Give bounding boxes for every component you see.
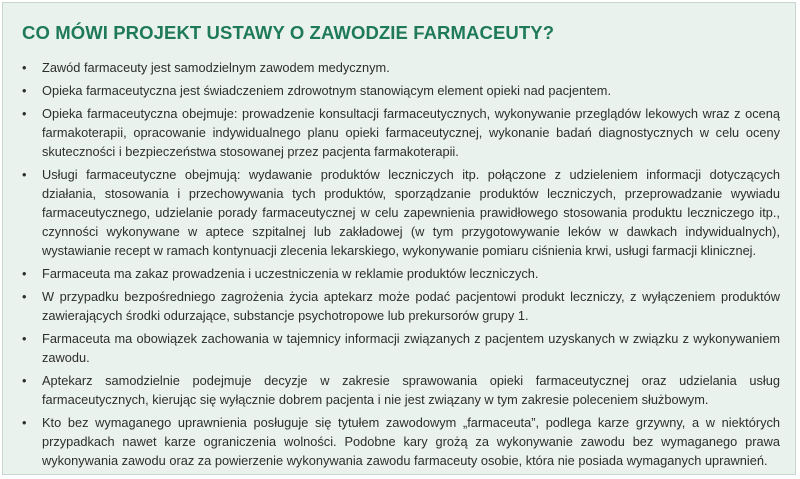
bullet-list	[22, 58, 780, 474]
list-item-text: Opieka farmaceutyczna jest świadczeniem zdrowotnym stanowiącym element opieki nad pacjentem.	[42, 83, 612, 98]
list-item-text: Opieka farmaceutyczna obejmuje: prowadzenie konsultacji farmaceutycznych, wykonywanie przeglądów lekowych wraz z oceną farmakoterapii, opracowanie indywidualnego planu opieki farmaceutycznej, wykonanie badań diagnostycznych w celu oceny skuteczności i bezpieczeństwa stosowanej przez pacjenta farmakoterapii.	[42, 106, 780, 159]
list-item	[22, 165, 780, 260]
info-panel	[2, 2, 796, 475]
list-item	[22, 264, 780, 283]
list-item-text: W przypadku bezpośredniego zagrożenia życia aptekarz może podać pacjentowi produkt leczniczy, z wyłączeniem produktów zawierających środki odurzające, substancje psychotropowe lub prekursorów grupy 1.	[42, 289, 780, 323]
list-item	[22, 81, 780, 100]
list-item	[22, 58, 780, 77]
panel-title: CO MÓWI PROJEKT USTAWY O ZAWODZIE FARMACEUTY?	[22, 22, 555, 43]
list-item	[22, 371, 780, 409]
list-item-text: Farmaceuta ma zakaz prowadzenia i uczestniczenia w reklamie produktów leczniczych.	[42, 266, 539, 281]
list-item-text: Aptekarz samodzielnie podejmuje decyzje w zakresie sprawowania opieki farmaceutycznej oraz udzielania usług farmaceutycznych, kierując się wyłącznie dobrem pacjenta i nie jest związany w tym zakresie poleceniem służbowym.	[42, 373, 780, 407]
list-item-text: Kto bez wymaganego uprawnienia posługuje się tytułem zawodowym „farmaceuta”, podlega karze grzywny, a w niektórych przypadkach nawet karze ograniczenia wolności. Podobne kary grożą za wykonywanie zawodu bez wymaganego prawa wykonywania zawodu oraz za powierzenie wykonywania zawodu farmaceuty osobie, która nie posiada wymaganych uprawnień.	[42, 415, 780, 468]
list-item	[22, 329, 780, 367]
list-item	[22, 413, 780, 470]
list-item-text: Zawód farmaceuty jest samodzielnym zawodem medycznym.	[42, 60, 390, 75]
list-item	[22, 104, 780, 161]
list-item	[22, 287, 780, 325]
list-item-text: Usługi farmaceutyczne obejmują: wydawanie produktów leczniczych itp. połączone z udzieleniem informacji dotyczących działania, stosowania i przechowywania tych produktów, sporządzanie produktów leczniczych, przeprowadzanie wywiadu farmaceutycznego, udzielanie porady farmaceutycznej w celu zapewnienia prawidłowego stosowania produktu leczniczego itp., czynności wykonywane w aptece szpitalnej lub zakładowej (w tym przygotowywanie leków w dawkach indywidualnych), wystawianie recept w ramach kontynuacji zlecenia lekarskiego, wykonywanie pomiaru ciśnienia krwi, usługi farmacji klinicznej.	[42, 167, 780, 258]
list-item-text: Farmaceuta ma obowiązek zachowania w tajemnicy informacji związanych z pacjentem uzyskanych w związku z wykonywaniem zawodu.	[42, 331, 780, 365]
